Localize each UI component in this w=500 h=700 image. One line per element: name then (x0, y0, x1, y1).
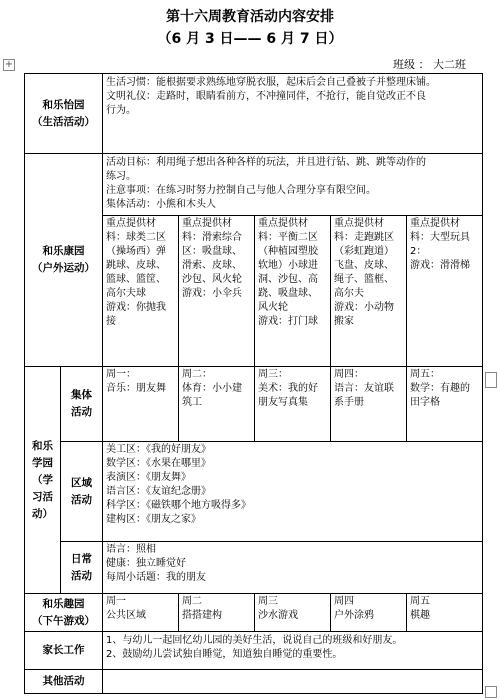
outdoor-area-1[interactable]: 重点提供材料：球类二区（操场西）弹跳球、皮球、篮球、篮筐、高尔夫球 游戏：你抛我接 (103, 216, 179, 367)
row-insert-handle-icon[interactable] (485, 372, 497, 388)
interest-day-1[interactable]: 周一 公共区域 (103, 594, 179, 632)
page-title: 第十六周教育活动内容安排 (166, 9, 334, 25)
class-label: 班级 ： 大二班 (393, 58, 466, 71)
group-activity-row (25, 367, 483, 442)
group-activity-label: 集体 活动 (61, 367, 103, 442)
daily-activity-content[interactable]: 语言：照相 健康：独立睡觉好 每周小话题：我的朋友 (103, 542, 483, 594)
table-move-handle-icon[interactable]: + (4, 59, 14, 70)
interest-day-3[interactable]: 周三 沙水游戏 (255, 594, 331, 632)
learning-section-label: 和乐 学园 （学 习活 动） (25, 367, 61, 594)
outdoor-area-5[interactable]: 重点提供材料：大型玩具 2： 游戏：滑滑梯 (407, 216, 483, 367)
area-activity-row (25, 442, 483, 542)
daily-activity-row (25, 542, 483, 594)
other-row (25, 670, 483, 694)
date-range: （6 月 3 日—— 6 月 7 日） (157, 31, 343, 47)
table-resize-handle-icon[interactable] (485, 686, 497, 698)
area-activity-label: 区域 活动 (61, 442, 103, 542)
schedule-table (24, 73, 483, 694)
outdoor-area-2[interactable]: 重点提供材料：滑索综合区：吸盘球、滑索、皮球、沙包、风火轮 游戏：小伞兵 (179, 216, 255, 367)
group-day-5[interactable]: 周五： 数学：有趣的田字格 (407, 367, 483, 442)
interest-day-5[interactable]: 周五 棋趣 (407, 594, 483, 632)
other-content[interactable] (103, 670, 483, 694)
parents-section-label: 家长工作 (25, 632, 103, 670)
parents-row (25, 632, 483, 670)
daily-activity-label: 日常 活动 (61, 542, 103, 594)
outdoor-area-3[interactable]: 重点提供材料：平衡二区（种植园塑胶软地）小球进洞、沙包、高跷、吸盘球、风火轮 游戏：打门球 (255, 216, 331, 367)
outdoor-area-4[interactable]: 重点提供材料：走跑跳区（彩虹跑道）飞盘、皮球、绳子、篮框、高尔夫 游戏：小动物搬家 (331, 216, 407, 367)
group-day-4[interactable]: 周四： 语言：友谊联系手册 (331, 367, 407, 442)
life-section-label: 和乐怡园 （生活活动） (25, 74, 103, 154)
outdoor-goals-row (25, 154, 483, 216)
outdoor-goals[interactable]: 活动目标：利用绳子想出各种各样的玩法，并且进行钻、跳、跳等动作的 练习。 注意事项：在练习时努力控制自己与他人合理分享有限空间。 集体活动：小熊和木头人 (103, 154, 483, 216)
group-day-1[interactable]: 周一： 音乐：朋友舞 (103, 367, 179, 442)
other-section-label: 其他活动 (25, 670, 103, 694)
group-day-3[interactable]: 周三： 美术：我的好朋友写真集 (255, 367, 331, 442)
area-activity-content[interactable]: 美工区：《我的好朋友》 数学区：《水果在哪里》 表演区：《朋友舞》 语言区：《友谊纪念册》 科学区：《磁铁哪个地方吸得多》 建构区：《朋友之家》 (103, 442, 483, 542)
life-content[interactable]: 生活习惯：能根据要求熟练地穿脱衣服，起床后会自己叠被子并整理床铺。 文明礼仪：走路时，眼睛看前方，不冲撞同伴，不抢行，能自觉改正不良 行为。 (103, 74, 483, 154)
outdoor-section-label: 和乐康园 （户外运动） (25, 154, 103, 367)
life-row (25, 74, 483, 154)
interest-row (25, 594, 483, 632)
parents-content[interactable]: 1、与幼儿一起回忆幼儿园的美好生活，说说自己的班级和好朋友。 2、鼓励幼儿尝试独自睡觉，知道独自睡觉的重要性。 (103, 632, 483, 670)
interest-day-2[interactable]: 周二 搭搭建构 (179, 594, 255, 632)
group-day-2[interactable]: 周二： 体育：小小建筑工 (179, 367, 255, 442)
interest-day-4[interactable]: 周四 户外涂鸦 (331, 594, 407, 632)
interest-section-label: 和乐趣园 （下午游戏） (25, 594, 103, 632)
